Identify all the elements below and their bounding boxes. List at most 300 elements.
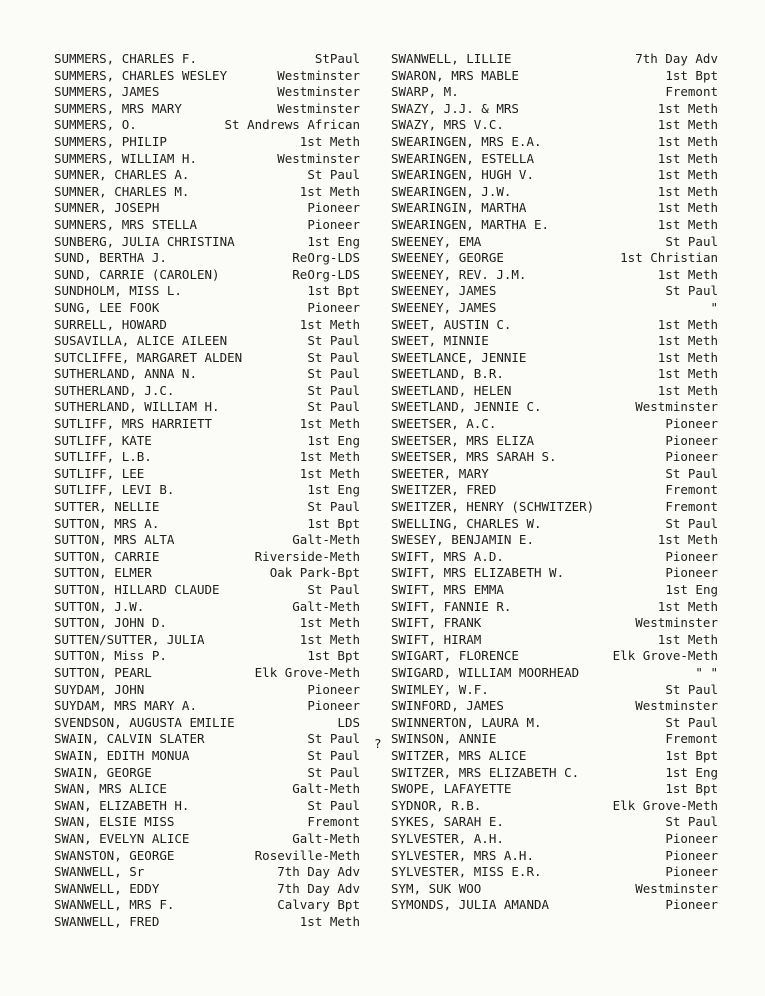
entry-row <box>391 599 718 616</box>
entry-row <box>54 499 360 516</box>
entry-church: Pioneer <box>665 565 718 581</box>
entry-name: SWEITZER, HENRY (SCHWITZER) <box>391 499 595 515</box>
entry-row <box>54 565 360 582</box>
entry-name: SWINSON, ANNIE <box>391 731 497 747</box>
entry-row <box>54 167 360 184</box>
entry-row <box>54 765 360 782</box>
entry-church: 1st Bpt <box>307 515 360 531</box>
entry-name: SUTHERLAND, J.C. <box>54 382 175 398</box>
entry-church: Galt-Meth <box>292 532 360 548</box>
entry-name: SURRELL, HOWARD <box>54 316 167 332</box>
entry-church: 1st Meth <box>657 349 718 365</box>
entry-name: SWEITZER, FRED <box>391 482 497 498</box>
entry-church: Elk Grove-Meth <box>612 797 718 813</box>
entry-name: SWIFT, HIRAM <box>391 631 482 647</box>
entry-name: SUTLIFF, KATE <box>54 432 152 448</box>
entry-row <box>391 283 718 300</box>
entry-church: Westminster <box>635 880 718 896</box>
entry-church: 1st Meth <box>657 216 718 232</box>
entry-name: SUTLIFF, MRS HARRIETT <box>54 416 213 432</box>
entry-church: Pioneer <box>665 432 718 448</box>
entry-church: 7th Day Adv <box>635 51 718 66</box>
entry-name: SUYDAM, JOHN <box>54 681 145 697</box>
entry-church: LDS <box>337 714 360 730</box>
entry-church: 1st Eng <box>665 764 718 780</box>
entry-row <box>54 632 360 649</box>
entry-church: 1st Bpt <box>307 283 360 299</box>
entry-name: SUND, CARRIE (CAROLEN) <box>54 266 220 282</box>
entry-church: 1st Meth <box>657 366 718 382</box>
entry-church: 1st Meth <box>657 100 718 116</box>
entry-church: 1st Meth <box>657 382 718 398</box>
entry-church: 1st Meth <box>299 631 360 647</box>
entry-row <box>391 482 718 499</box>
entry-row <box>54 84 360 101</box>
entry-row <box>54 317 360 334</box>
entry-row <box>391 317 718 334</box>
entry-church: 1st Meth <box>657 117 718 133</box>
entry-name: SWEARINGEN, MRS E.A. <box>391 133 542 149</box>
entry-row <box>391 582 718 599</box>
entry-church: 1st Meth <box>299 449 360 465</box>
entry-row <box>391 333 718 350</box>
entry-name: SWAN, EVELYN ALICE <box>54 830 190 846</box>
entry-church: Galt-Meth <box>292 781 360 797</box>
entry-church: St Paul <box>665 283 718 299</box>
entry-row <box>391 499 718 516</box>
entry-row <box>391 698 718 715</box>
entry-row <box>391 632 718 649</box>
entry-name: SWEETSER, MRS SARAH S. <box>391 449 557 465</box>
entry-church: Westminster <box>635 698 718 714</box>
entry-name: SUTTER, NELLIE <box>54 499 160 515</box>
entry-row <box>54 798 360 815</box>
entry-church: 1st Meth <box>657 316 718 332</box>
entry-church: 1st Meth <box>657 532 718 548</box>
entry-row <box>391 117 718 134</box>
entry-row <box>54 748 360 765</box>
entry-name: SWINNERTON, LAURA M. <box>391 714 542 730</box>
entry-church: 1st Christian <box>620 250 718 266</box>
entry-row <box>391 350 718 367</box>
entry-church: St Paul <box>307 366 360 382</box>
entry-row <box>391 814 718 831</box>
entry-row <box>391 881 718 898</box>
entry-name: SUTTON, MRS A. <box>54 515 160 531</box>
entry-name: SYLVESTER, MISS E.R. <box>391 864 542 880</box>
entry-row <box>54 416 360 433</box>
entry-row <box>391 848 718 865</box>
entry-church: Riverside-Meth <box>254 548 360 564</box>
entry-church: 1st Meth <box>299 913 360 929</box>
entry-church: St Paul <box>665 515 718 531</box>
entry-name: SUMMERS, CHARLES F. <box>54 51 197 66</box>
entry-church: 1st Meth <box>657 200 718 216</box>
entry-row <box>54 731 360 748</box>
entry-church: St Paul <box>665 681 718 697</box>
entry-church: " " <box>695 664 718 680</box>
entry-row <box>54 648 360 665</box>
entry-church: Pioneer <box>307 698 360 714</box>
entry-row <box>391 781 718 798</box>
entry-church: Fremont <box>665 84 718 100</box>
entry-row <box>391 217 718 234</box>
entry-row <box>54 51 360 68</box>
entry-row <box>391 101 718 118</box>
entry-row <box>54 715 360 732</box>
entry-church: 1st Meth <box>657 631 718 647</box>
entry-church: St Paul <box>307 349 360 365</box>
entry-name: SWITZER, MRS ALICE <box>391 747 527 763</box>
entry-name: SUTTON, ELMER <box>54 565 152 581</box>
entry-name: SWIFT, MRS EMMA <box>391 582 504 597</box>
entry-church: 1st Eng <box>307 432 360 448</box>
entry-name: SWEENEY, JAMES <box>391 299 497 315</box>
entry-row <box>391 831 718 848</box>
entry-row <box>391 84 718 101</box>
entry-row <box>54 151 360 168</box>
entry-church: Pioneer <box>665 897 718 913</box>
entry-church: 1st Bpt <box>665 67 718 83</box>
entry-church: " <box>710 299 718 315</box>
entry-name: SWEETSER, A.C. <box>391 416 497 432</box>
entry-row <box>54 117 360 134</box>
entry-name: SWEENEY, EMA <box>391 233 482 249</box>
entry-name: SUTTON, Miss P. <box>54 648 167 664</box>
entry-church: 1st Meth <box>299 416 360 432</box>
entry-name: SUTLIFF, LEVI B. <box>54 482 175 498</box>
entry-row <box>391 51 718 68</box>
entry-name: SWANWELL, EDDY <box>54 880 160 896</box>
entry-row <box>54 698 360 715</box>
entry-row <box>54 482 360 499</box>
entry-row <box>54 217 360 234</box>
entry-row <box>54 665 360 682</box>
entry-name: SWEARINGIN, MARTHA <box>391 200 527 216</box>
entry-row <box>54 582 360 599</box>
entry-name: SWANSTON, GEORGE <box>54 847 175 863</box>
entry-name: SWAIN, CALVIN SLATER <box>54 731 205 747</box>
entry-name: SUTTON, J.W. <box>54 598 145 614</box>
entry-church: Pioneer <box>665 548 718 564</box>
entry-row <box>54 549 360 566</box>
entry-row <box>391 134 718 151</box>
entry-name: SWANWELL, LILLIE <box>391 51 512 66</box>
entry-name: SWESEY, BENJAMIN E. <box>391 532 534 548</box>
entry-row <box>391 366 718 383</box>
entry-church: Pioneer <box>665 449 718 465</box>
entry-church: 1st Eng <box>665 582 718 597</box>
entry-name: SUMNER, CHARLES A. <box>54 167 190 183</box>
entry-church: Westminster <box>277 150 360 166</box>
entry-row <box>391 765 718 782</box>
entry-name: SWELLING, CHARLES W. <box>391 515 542 531</box>
entry-church: Calvary Bpt <box>277 897 360 913</box>
entry-church: Fremont <box>665 731 718 747</box>
entry-row <box>54 532 360 549</box>
entry-church: 1st Meth <box>299 133 360 149</box>
entry-name: SWOPE, LAFAYETTE <box>391 781 512 797</box>
entry-church: 1st Eng <box>307 233 360 249</box>
entry-row <box>54 516 360 533</box>
entry-name: SWIGARD, WILLIAM MOORHEAD <box>391 664 580 680</box>
entry-church: 1st Meth <box>657 167 718 183</box>
entry-row <box>391 897 718 914</box>
entry-church: 1st Meth <box>657 333 718 349</box>
entry-name: SWAZY, MRS V.C. <box>391 117 504 133</box>
entry-row <box>54 864 360 881</box>
entry-church: Pioneer <box>307 299 360 315</box>
entry-church: 1st Meth <box>299 316 360 332</box>
entry-name: SUMMERS, O. <box>54 117 137 133</box>
entry-name: SWANWELL, MRS F. <box>54 897 175 913</box>
entry-name: SUMNERS, MRS STELLA <box>54 216 197 232</box>
entry-church: St Andrews African <box>224 117 360 133</box>
entry-church: St Paul <box>307 399 360 415</box>
entry-name: SWIFT, MRS A.D. <box>391 548 504 564</box>
entry-church: Westminster <box>635 615 718 631</box>
entry-name: SUMNER, JOSEPH <box>54 200 160 216</box>
entry-name: SYLVESTER, MRS A.H. <box>391 847 534 863</box>
entry-name: SWEETLANCE, JENNIE <box>391 349 527 365</box>
entry-name: SWAIN, EDITH MONUA <box>54 747 190 763</box>
entry-church: St Paul <box>307 747 360 763</box>
entry-name: SUMMERS, JAMES <box>54 84 160 100</box>
entry-church: Galt-Meth <box>292 598 360 614</box>
entry-row <box>391 715 718 732</box>
entry-name: SUTTON, CARRIE <box>54 548 160 564</box>
entry-church: Pioneer <box>665 416 718 432</box>
entry-name: SWIFT, MRS ELIZABETH W. <box>391 565 565 581</box>
entry-row <box>391 200 718 217</box>
entry-row <box>54 814 360 831</box>
entry-row <box>391 68 718 85</box>
entry-row <box>54 300 360 317</box>
entry-row <box>54 200 360 217</box>
entry-row <box>54 433 360 450</box>
entry-row <box>391 615 718 632</box>
entry-church: 1st Meth <box>657 183 718 199</box>
entry-row <box>391 234 718 251</box>
entry-church: ReOrg-LDS <box>292 250 360 266</box>
entry-row <box>391 383 718 400</box>
entry-name: SYKES, SARAH E. <box>391 814 504 830</box>
entry-church: Oak Park-Bpt <box>269 565 360 581</box>
entry-row <box>391 549 718 566</box>
entry-row <box>54 781 360 798</box>
entry-row <box>391 532 718 549</box>
entry-church: 7th Day Adv <box>277 880 360 896</box>
entry-row <box>54 333 360 350</box>
entry-name: SYMONDS, JULIA AMANDA <box>391 897 550 913</box>
entry-name: SYLVESTER, A.H. <box>391 830 504 846</box>
entry-row <box>391 682 718 699</box>
entry-church: Westminster <box>277 100 360 116</box>
entry-name: SUTTON, MRS ALTA <box>54 532 175 548</box>
entry-name: SUTTON, HILLARD CLAUDE <box>54 582 220 597</box>
entry-name: SWAN, MRS ALICE <box>54 781 167 797</box>
entry-name: SWEETSER, MRS ELIZA <box>391 432 534 448</box>
entry-name: SWIMLEY, W.F. <box>391 681 489 697</box>
entry-row <box>391 167 718 184</box>
entry-row <box>54 682 360 699</box>
entry-row <box>391 267 718 284</box>
entry-row <box>54 599 360 616</box>
entry-church: 1st Meth <box>299 183 360 199</box>
entry-row <box>54 615 360 632</box>
entry-row <box>54 831 360 848</box>
entry-row <box>391 449 718 466</box>
entry-church: 1st Bpt <box>665 747 718 763</box>
entry-name: SWEARINGEN, J.W. <box>391 183 512 199</box>
entry-row <box>391 748 718 765</box>
entry-church: St Paul <box>307 797 360 813</box>
entry-church: 1st Meth <box>299 615 360 631</box>
entry-church: ReOrg-LDS <box>292 266 360 282</box>
entry-church: Pioneer <box>307 200 360 216</box>
entry-row <box>54 68 360 85</box>
entry-row <box>391 798 718 815</box>
entry-row <box>54 184 360 201</box>
margin-question-mark: ? <box>374 736 382 751</box>
entry-church: 1st Bpt <box>665 781 718 797</box>
entry-name: SWAIN, GEORGE <box>54 764 152 780</box>
entry-name: SWIFT, FANNIE R. <box>391 598 512 614</box>
entry-name: SWARON, MRS MABLE <box>391 67 519 83</box>
entry-name: SUMNER, CHARLES M. <box>54 183 190 199</box>
entry-name: SUMMERS, CHARLES WESLEY <box>54 67 228 83</box>
entry-church: Fremont <box>665 482 718 498</box>
entry-name: SWINFORD, JAMES <box>391 698 504 714</box>
entry-church: Pioneer <box>307 681 360 697</box>
entry-name: SUSAVILLA, ALICE AILEEN <box>54 333 228 349</box>
entry-row <box>54 914 360 931</box>
entry-church: 1st Meth <box>657 598 718 614</box>
entry-name: SUYDAM, MRS MARY A. <box>54 698 197 714</box>
entry-row <box>391 466 718 483</box>
entry-row <box>391 416 718 433</box>
entry-name: SUNBERG, JULIA CHRISTINA <box>54 233 235 249</box>
entry-row <box>391 300 718 317</box>
entry-row <box>54 399 360 416</box>
entry-name: SWANWELL, Sr <box>54 864 145 880</box>
entry-church: Pioneer <box>665 830 718 846</box>
entry-church: St Paul <box>307 333 360 349</box>
entry-name: SWANWELL, FRED <box>54 913 160 929</box>
entry-church: 1st Bpt <box>307 648 360 664</box>
entry-row <box>391 184 718 201</box>
entry-name: SWITZER, MRS ELIZABETH C. <box>391 764 580 780</box>
entry-church: 1st Meth <box>657 133 718 149</box>
entry-name: SUTTON, PEARL <box>54 664 152 680</box>
entry-church: 7th Day Adv <box>277 864 360 880</box>
entry-church: Pioneer <box>307 216 360 232</box>
entry-name: SWEETLAND, B.R. <box>391 366 504 382</box>
entry-name: SUTLIFF, LEE <box>54 465 145 481</box>
entry-name: SVENDSON, AUGUSTA EMILIE <box>54 714 235 730</box>
entry-church: Westminster <box>277 84 360 100</box>
entry-church: St Paul <box>665 233 718 249</box>
entry-row <box>54 250 360 267</box>
entry-name: SUTHERLAND, WILLIAM H. <box>54 399 220 415</box>
left-column <box>54 51 360 930</box>
entry-church: St Paul <box>307 582 360 597</box>
entry-church: Westminster <box>277 67 360 83</box>
entry-name: SUND, BERTHA J. <box>54 250 167 266</box>
entry-name: SWEET, MINNIE <box>391 333 489 349</box>
entry-row <box>391 665 718 682</box>
entry-name: SWEENEY, JAMES <box>391 283 497 299</box>
entry-name: SWEET, AUSTIN C. <box>391 316 512 332</box>
entry-name: SUNDHOLM, MISS L. <box>54 283 182 299</box>
entry-church: Fremont <box>665 499 718 515</box>
entry-church: Westminster <box>635 399 718 415</box>
entry-church: St Paul <box>307 167 360 183</box>
entry-name: SWAN, ELIZABETH H. <box>54 797 190 813</box>
entry-church: St Paul <box>307 499 360 515</box>
entry-name: SYM, SUK WOO <box>391 880 482 896</box>
entry-row <box>391 516 718 533</box>
entry-row <box>391 250 718 267</box>
entry-row <box>391 731 718 748</box>
entry-row <box>54 848 360 865</box>
entry-name: SWEETLAND, JENNIE C. <box>391 399 542 415</box>
entry-row <box>54 383 360 400</box>
entry-row <box>54 350 360 367</box>
entry-church: St Paul <box>665 714 718 730</box>
entry-row <box>54 466 360 483</box>
right-column <box>391 51 718 914</box>
entry-row <box>391 565 718 582</box>
entry-church: St Paul <box>665 814 718 830</box>
entry-row <box>54 101 360 118</box>
entry-name: SWEENEY, REV. J.M. <box>391 266 527 282</box>
entry-church: Pioneer <box>665 864 718 880</box>
entry-row <box>54 449 360 466</box>
entry-name: SYDNOR, R.B. <box>391 797 482 813</box>
entry-church: Elk Grove-Meth <box>254 664 360 680</box>
entry-name: SWARP, M. <box>391 84 459 100</box>
entry-row <box>391 433 718 450</box>
entry-row <box>54 234 360 251</box>
entry-row <box>54 897 360 914</box>
entry-church: 1st Meth <box>657 266 718 282</box>
entry-name: SUTTEN/SUTTER, JULIA <box>54 631 205 647</box>
entry-name: SUNG, LEE FOOK <box>54 299 160 315</box>
entry-church: St Paul <box>307 382 360 398</box>
entry-church: Pioneer <box>665 847 718 863</box>
entry-name: SWAZY, J.J. & MRS <box>391 100 519 116</box>
entry-church: Elk Grove-Meth <box>612 648 718 664</box>
entry-row <box>391 864 718 881</box>
entry-name: SWEARINGEN, ESTELLA <box>391 150 534 166</box>
entry-name: SWEENEY, GEORGE <box>391 250 504 266</box>
entry-church: Galt-Meth <box>292 830 360 846</box>
entry-name: SUMMERS, WILLIAM H. <box>54 150 197 166</box>
entry-row <box>54 267 360 284</box>
entry-name: SUMMERS, MRS MARY <box>54 100 182 116</box>
entry-name: SUTCLIFFE, MARGARET ALDEN <box>54 349 243 365</box>
entry-name: SWEARINGEN, MARTHA E. <box>391 216 550 232</box>
entry-name: SUTLIFF, L.B. <box>54 449 152 465</box>
entry-name: SUTTON, JOHN D. <box>54 615 167 631</box>
entry-church: StPaul <box>314 51 360 66</box>
entry-church: 1st Meth <box>657 150 718 166</box>
entry-name: SUTHERLAND, ANNA N. <box>54 366 197 382</box>
entry-row <box>54 134 360 151</box>
entry-church: 1st Eng <box>307 482 360 498</box>
entry-name: SWEETER, MARY <box>391 465 489 481</box>
